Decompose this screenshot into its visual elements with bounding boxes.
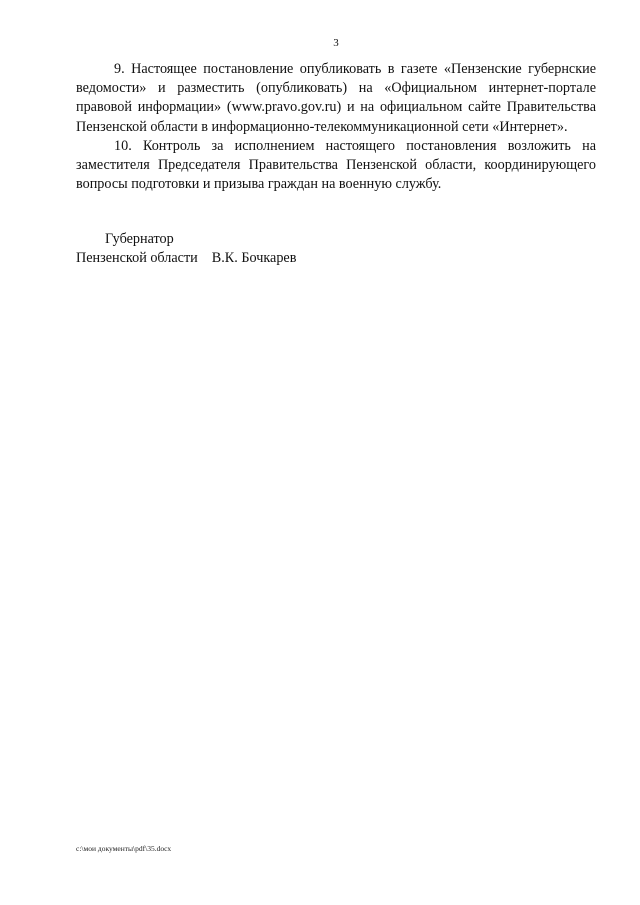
- paragraph-control: 10. Контроль за исполнением настоящего постановления возложить на заместителя Председателя Правительства Пензенской области, координирующего вопросы подготовки и призыва граждан на военную службу.: [76, 137, 596, 193]
- signature-block: [76, 230, 296, 268]
- paragraph-publication: 9. Настоящее постановление опубликовать в газете «Пензенские губернские ведомости» и разместить (опубликовать) на «Официальном интернет-портале правовой информации» (www.pravo.gov.ru) и на официальном сайте Правительства Пензенской области в информационно-телекоммуникационной сети «Интернет».: [76, 61, 596, 135]
- signature-region: Пензенской области: [76, 250, 198, 266]
- document-body: [76, 60, 596, 194]
- signature-name: В.К. Бочкарев: [211, 250, 297, 266]
- footer-file-path: c:\мои документы\pdf\35.docx: [76, 844, 172, 853]
- page-number: 3: [333, 37, 339, 49]
- signature-region-line: [76, 249, 296, 268]
- signature-title: Губернатор: [105, 231, 174, 247]
